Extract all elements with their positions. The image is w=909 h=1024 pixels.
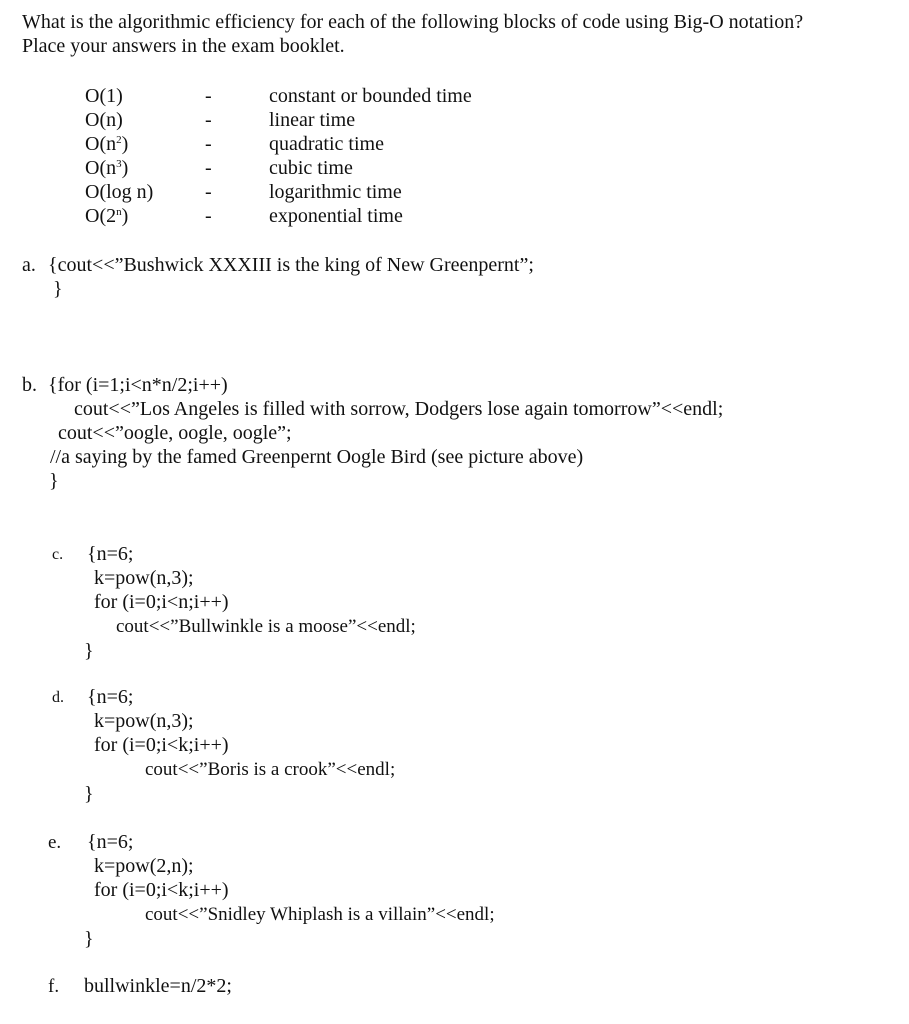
code-line: cout<<”Los Angeles is filled with sorrow, Dodgers lose again tomorrow”<<endl; — [74, 398, 724, 420]
question-prompt-line-1: What is the algorithmic efficiency for each of the following blocks of code using Big-O notation? — [22, 11, 804, 33]
code-line: } — [84, 928, 94, 950]
question-label: a. — [22, 254, 36, 276]
code-line: {cout<<”Bushwick XXXIII is the king of New Greenpernt”; — [48, 254, 534, 276]
complexity-description: linear time — [269, 109, 356, 131]
complexity-description: quadratic time — [269, 133, 384, 155]
complexity-dash: - — [205, 109, 212, 131]
code-line: } — [49, 470, 59, 492]
code-line: } — [84, 783, 94, 805]
code-line: cout<<”Snidley Whiplash is a villain”<<endl; — [145, 904, 495, 925]
complexity-notation: O(1) — [85, 85, 123, 107]
code-line: for (i=0;i<k;i++) — [94, 734, 229, 756]
question-label: d. — [52, 689, 64, 706]
complexity-description: cubic time — [269, 157, 353, 179]
complexity-notation: $O(n^2)$ — [85, 133, 129, 155]
code-line: for (i=0;i<n;i++) — [94, 591, 229, 613]
code-line: {n=6; — [87, 543, 134, 565]
code-line: k=pow(2,n); — [94, 855, 194, 877]
code-line: k=pow(n,3); — [94, 710, 194, 732]
code-line: cout<<”oogle, oogle, oogle”; — [58, 422, 292, 444]
code-line: } — [84, 640, 94, 662]
complexity-dash: - — [205, 181, 212, 203]
code-line: {n=6; — [87, 831, 134, 853]
complexity-description: constant or bounded time — [269, 85, 472, 107]
complexity-notation: O(log n) — [85, 181, 154, 203]
complexity-dash: - — [205, 157, 212, 179]
code-line: cout<<”Bullwinkle is a moose”<<endl; — [116, 616, 416, 637]
question-label: c. — [52, 546, 64, 563]
question-label: b. — [22, 374, 37, 396]
complexity-dash: - — [205, 205, 212, 227]
code-line: k=pow(n,3); — [94, 567, 194, 589]
question-label: e. — [48, 832, 62, 853]
complexity-notation: $O(n^3)$ — [85, 157, 129, 179]
code-line: bullwinkle=n/2*2; — [84, 975, 232, 997]
complexity-dash: - — [205, 85, 212, 107]
code-line: for (i=0;i<k;i++) — [94, 879, 229, 901]
code-line: {for (i=1;i<n*n/2;i++) — [48, 374, 228, 396]
code-line: {n=6; — [87, 686, 134, 708]
complexity-notation: O(2$^n$) — [85, 205, 129, 227]
code-line: cout<<”Boris is a crook”<<endl; — [145, 759, 396, 780]
complexity-description: logarithmic time — [269, 181, 402, 203]
code-line: } — [53, 278, 63, 300]
question-label: f. — [48, 976, 60, 997]
complexity-dash: - — [205, 133, 212, 155]
question-prompt-line-2: Place your answers in the exam booklet. — [22, 35, 345, 57]
complexity-description: exponential time — [269, 205, 403, 227]
code-comment: //a saying by the famed Greenpernt Oogle Bird (see picture above) — [50, 446, 584, 468]
complexity-notation: O(n) — [85, 109, 123, 131]
